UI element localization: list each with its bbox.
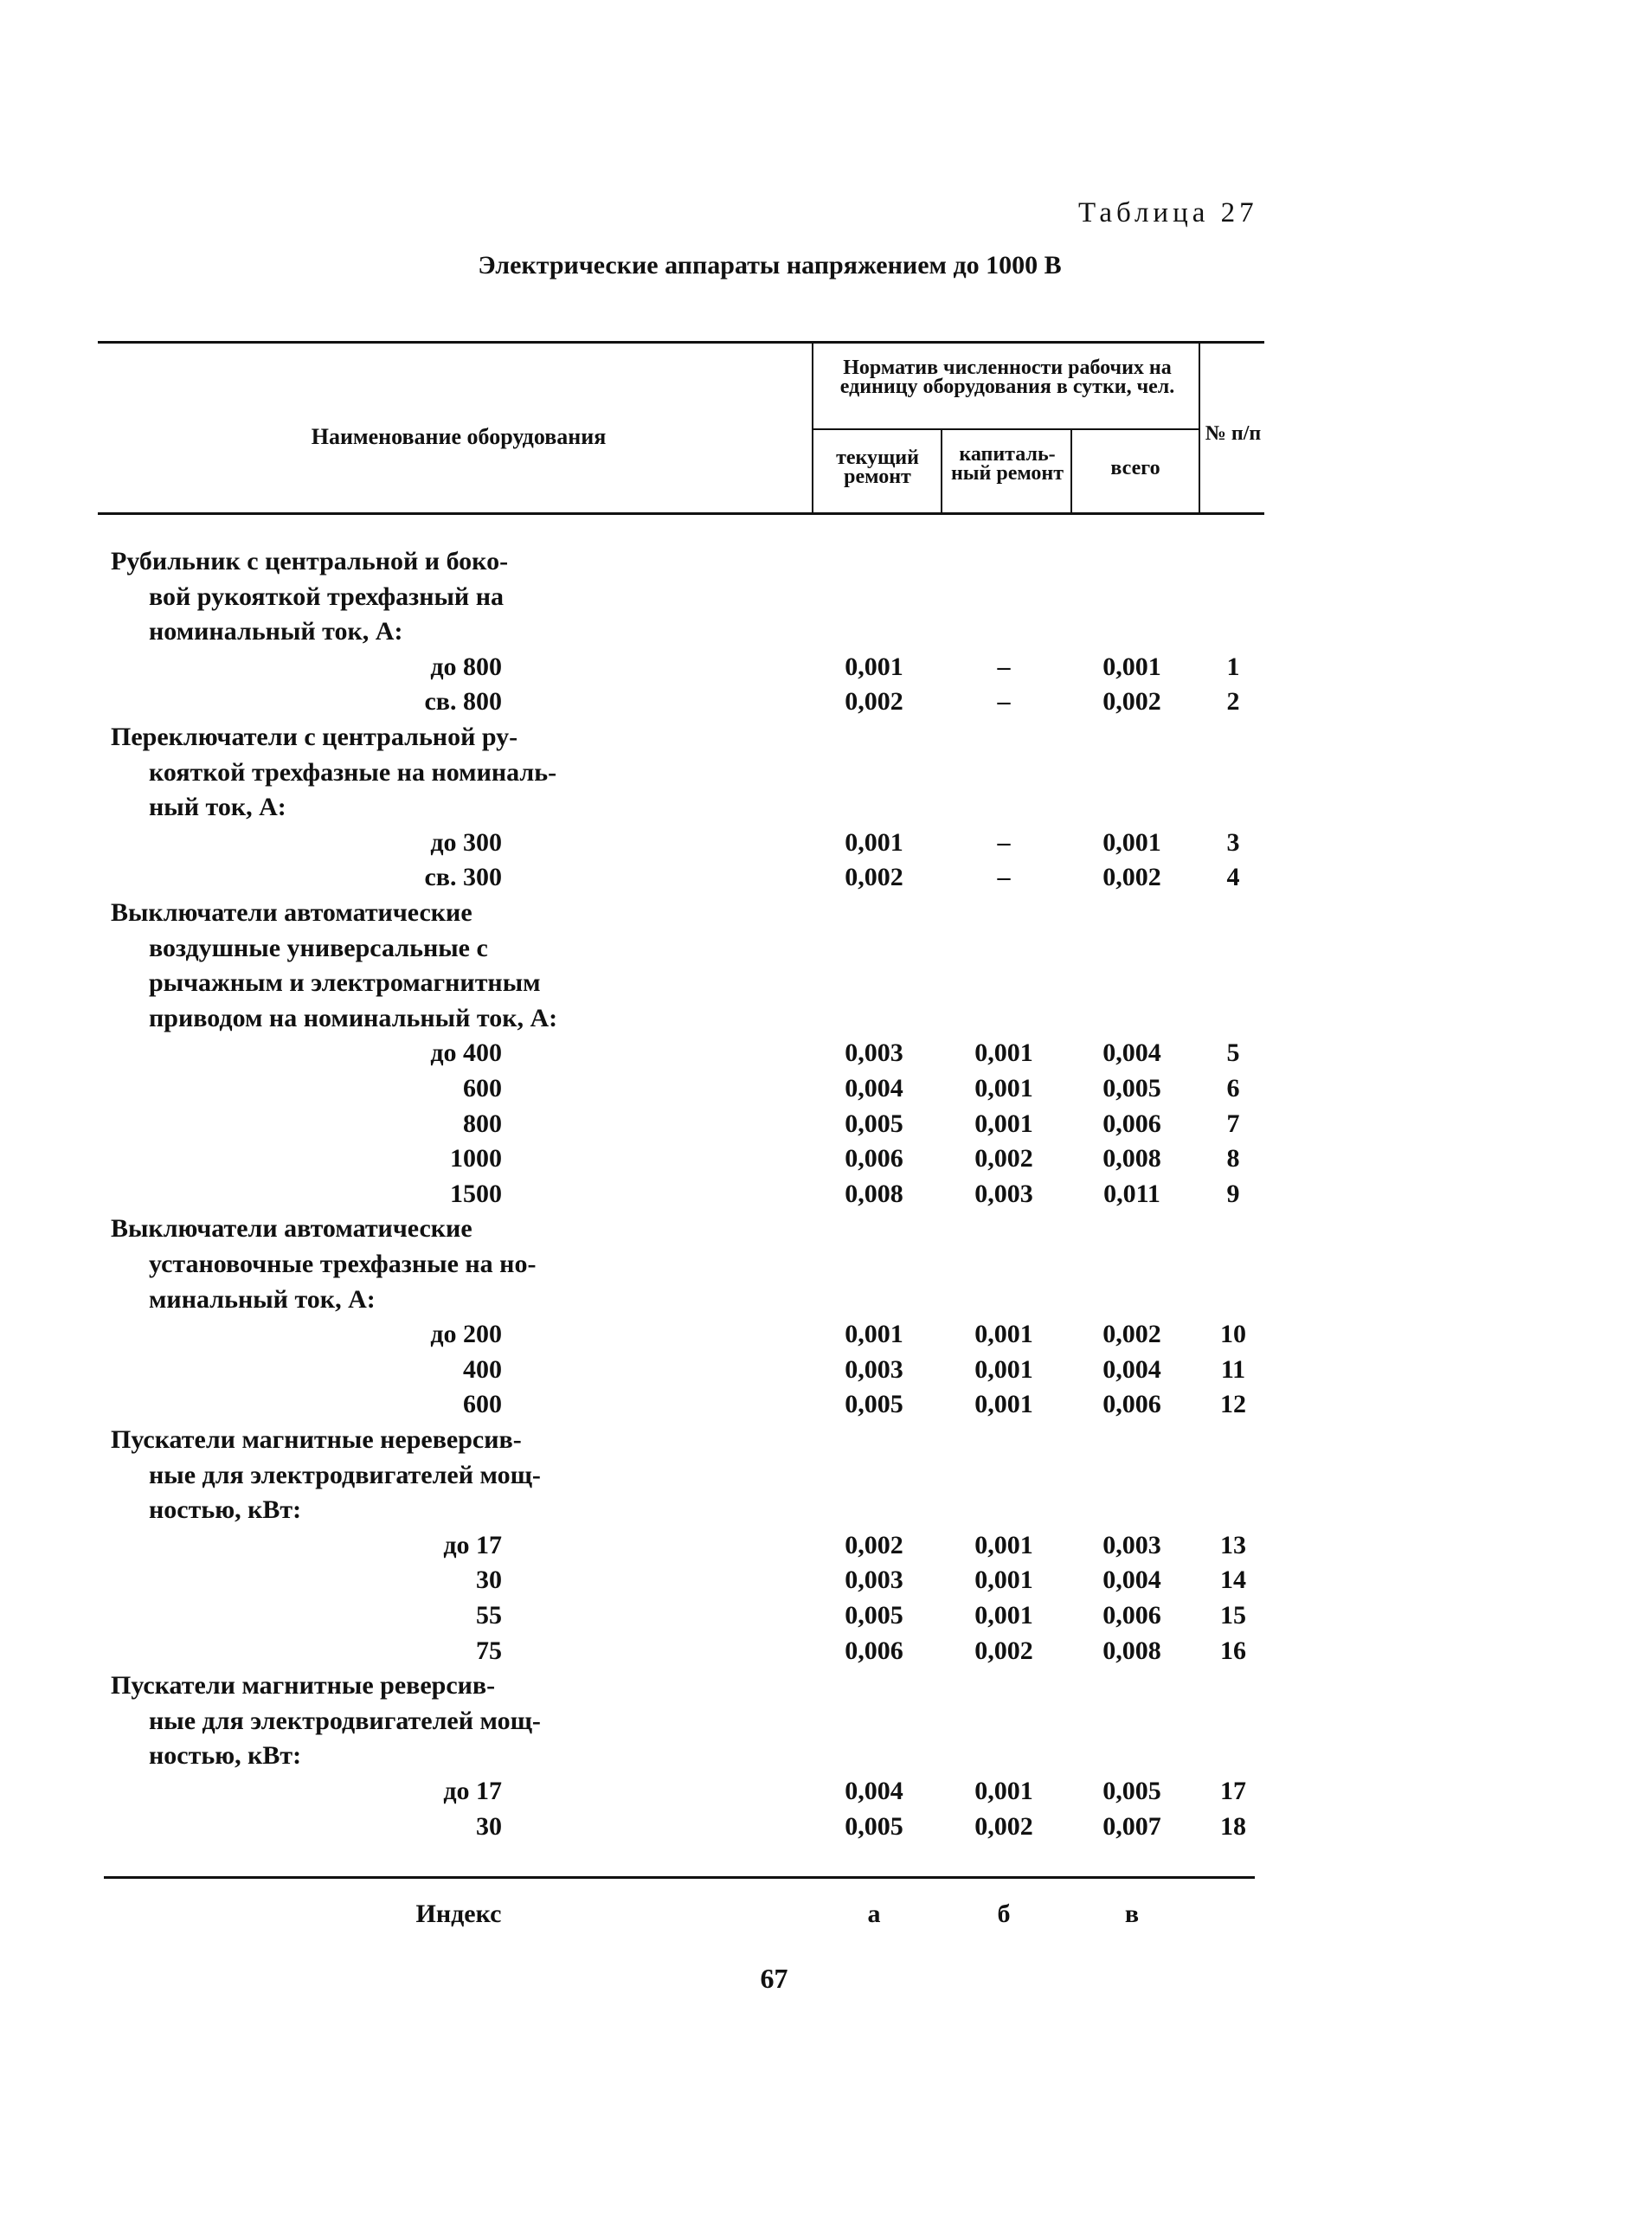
group-heading-line: ные для электродвигателей мощ- — [149, 1706, 541, 1735]
value-capital-repair: – — [997, 687, 1011, 717]
value-total: 0,007 — [1102, 1811, 1161, 1841]
row-number: 2 — [1226, 687, 1240, 717]
row-number: 18 — [1220, 1811, 1246, 1841]
value-capital-repair: 0,002 — [974, 1636, 1033, 1665]
item-label: 55 — [476, 1601, 502, 1630]
value-total: 0,006 — [1102, 1390, 1161, 1419]
row-number: 5 — [1226, 1038, 1240, 1068]
value-capital-repair: 0,001 — [974, 1601, 1033, 1630]
header-divider-1 — [812, 341, 813, 514]
group-heading-line: Выключатели автоматические — [111, 1214, 472, 1244]
group-heading-line: ностью, кВт: — [149, 1495, 302, 1525]
group-heading-line: Рубильник с центральной и боко- — [111, 547, 509, 575]
value-capital-repair: 0,002 — [974, 1144, 1033, 1173]
value-capital-repair: 0,001 — [974, 1038, 1033, 1068]
index-total: в — [1124, 1900, 1140, 1928]
value-current-repair: 0,003 — [845, 1354, 903, 1384]
value-capital-repair: 0,001 — [974, 1566, 1033, 1595]
row-number: 16 — [1220, 1636, 1246, 1665]
index-capital: б — [997, 1900, 1011, 1928]
header-row-number: № п/п — [1205, 422, 1262, 445]
value-total: 0,008 — [1102, 1636, 1161, 1665]
value-current-repair: 0,003 — [845, 1566, 903, 1595]
value-current-repair: 0,002 — [845, 863, 903, 892]
header-divider-3 — [1070, 428, 1072, 514]
row-number: 9 — [1226, 1179, 1240, 1208]
item-label: до 300 — [430, 827, 502, 857]
value-capital-repair: 0,001 — [974, 1109, 1033, 1138]
value-current-repair: 0,004 — [845, 1777, 903, 1805]
value-current-repair: 0,005 — [845, 1390, 903, 1419]
value-total: 0,005 — [1102, 1777, 1161, 1805]
value-current-repair: 0,003 — [845, 1038, 903, 1068]
value-current-repair: 0,002 — [845, 1530, 903, 1559]
value-current-repair: 0,004 — [845, 1074, 903, 1103]
item-label: св. 300 — [424, 863, 502, 892]
group-heading-line: вой рукояткой трехфазный на — [149, 582, 504, 611]
row-number: 13 — [1220, 1530, 1246, 1559]
value-total: 0,005 — [1102, 1074, 1161, 1103]
group-heading-line: Пускатели магнитные реверсив- — [111, 1671, 496, 1701]
item-label: 1000 — [450, 1144, 502, 1173]
item-label: 30 — [476, 1566, 502, 1595]
value-total: 0,004 — [1102, 1566, 1161, 1595]
index-label: Индекс — [415, 1900, 502, 1928]
group-heading-line: воздушные универсальные с — [149, 933, 488, 962]
value-total: 0,006 — [1102, 1109, 1161, 1138]
index-current: а — [867, 1900, 881, 1928]
value-capital-repair: – — [997, 652, 1011, 681]
row-number: 10 — [1220, 1320, 1246, 1349]
value-total: 0,006 — [1102, 1601, 1161, 1630]
item-label: 600 — [463, 1074, 502, 1103]
value-current-repair: 0,005 — [845, 1601, 903, 1630]
group-heading-line: приводом на номинальный ток, А: — [149, 1003, 558, 1032]
value-capital-repair: – — [997, 863, 1011, 892]
value-capital-repair: 0,001 — [974, 1530, 1033, 1559]
group-heading-line: ные для электродвигателей мощ- — [149, 1460, 541, 1489]
value-capital-repair: 0,001 — [974, 1354, 1033, 1384]
value-current-repair: 0,001 — [845, 652, 903, 681]
item-label: до 17 — [443, 1777, 502, 1805]
value-capital-repair: 0,001 — [974, 1390, 1033, 1419]
row-number: 1 — [1226, 652, 1240, 681]
group-heading-line: ный ток, А: — [149, 793, 286, 822]
item-label: до 200 — [430, 1320, 502, 1349]
value-total: 0,002 — [1102, 863, 1161, 892]
item-label: до 17 — [443, 1530, 502, 1559]
header-divider-4 — [1199, 341, 1200, 514]
row-number: 12 — [1220, 1390, 1246, 1419]
header-top-rule — [98, 341, 1264, 344]
value-capital-repair: 0,001 — [974, 1320, 1033, 1349]
value-total: 0,008 — [1102, 1144, 1161, 1173]
header-norm-group: Норматив численности рабочих на единицу оборудования в сутки, чел. — [839, 357, 1175, 398]
group-heading-line: рычажным и электромагнитным — [149, 968, 541, 998]
table-title: Электрические аппараты напряжением до 1000 В — [478, 251, 1062, 280]
value-total: 0,002 — [1102, 1320, 1161, 1349]
item-label: 400 — [463, 1354, 502, 1384]
group-heading-line: минальный ток, А: — [149, 1284, 376, 1314]
header-equipment-name: Наименование оборудования — [311, 424, 607, 449]
header-group-rule — [812, 428, 1199, 430]
row-number: 8 — [1226, 1144, 1240, 1173]
value-total: 0,003 — [1102, 1530, 1161, 1559]
value-capital-repair: 0,001 — [974, 1777, 1033, 1805]
item-label: 75 — [476, 1636, 502, 1665]
value-current-repair: 0,006 — [845, 1144, 903, 1173]
value-total: 0,002 — [1102, 687, 1161, 717]
row-number: 15 — [1220, 1601, 1246, 1630]
item-label: 30 — [476, 1811, 502, 1841]
item-label: 1500 — [450, 1179, 502, 1208]
value-capital-repair: 0,003 — [974, 1179, 1033, 1208]
header-divider-2 — [941, 428, 942, 514]
value-current-repair: 0,001 — [845, 827, 903, 857]
value-current-repair: 0,005 — [845, 1811, 903, 1841]
item-label: св. 800 — [424, 687, 502, 717]
table-bottom-rule — [104, 1876, 1255, 1879]
item-label: 600 — [463, 1390, 502, 1419]
header-bottom-rule — [98, 512, 1264, 515]
row-number: 14 — [1220, 1566, 1246, 1595]
row-number: 17 — [1220, 1777, 1246, 1805]
row-number: 4 — [1226, 863, 1240, 892]
page-number: 67 — [760, 1963, 788, 1994]
value-current-repair: 0,005 — [845, 1109, 903, 1138]
value-total: 0,004 — [1102, 1354, 1161, 1384]
item-label: до 800 — [430, 652, 502, 681]
value-current-repair: 0,002 — [845, 687, 903, 717]
group-heading-line: номинальный ток, А: — [149, 617, 403, 646]
row-number: 7 — [1226, 1109, 1240, 1138]
value-current-repair: 0,008 — [845, 1179, 903, 1208]
row-number: 6 — [1226, 1074, 1240, 1103]
row-number: 11 — [1220, 1354, 1246, 1384]
header-capital-repair: капиталь-ный ремонт — [950, 443, 1064, 485]
value-current-repair: 0,006 — [845, 1636, 903, 1665]
value-current-repair: 0,001 — [845, 1320, 903, 1349]
value-capital-repair: 0,001 — [974, 1074, 1033, 1103]
header-current-repair: текущий ремонт — [836, 447, 919, 488]
table-label: Таблица 27 — [1078, 197, 1258, 228]
group-heading-line: ностью, кВт: — [149, 1741, 302, 1771]
group-heading-line: Пускатели магнитные нереверсив- — [111, 1425, 522, 1454]
group-heading-line: Выключатели автоматические — [111, 898, 472, 927]
value-total: 0,001 — [1102, 652, 1161, 681]
value-total: 0,011 — [1103, 1179, 1160, 1208]
group-heading-line: Переключатели с центральной ру- — [111, 723, 518, 751]
group-heading-line: установочные трехфазные на но- — [149, 1250, 537, 1278]
row-number: 3 — [1226, 827, 1240, 857]
item-label: до 400 — [430, 1038, 502, 1068]
value-total: 0,004 — [1102, 1038, 1161, 1068]
value-capital-repair: 0,002 — [974, 1811, 1033, 1841]
value-capital-repair: – — [997, 827, 1011, 857]
header-total: всего — [1110, 457, 1160, 479]
item-label: 800 — [463, 1109, 502, 1138]
value-total: 0,001 — [1102, 827, 1161, 857]
group-heading-line: кояткой трехфазные на номиналь- — [149, 757, 557, 787]
